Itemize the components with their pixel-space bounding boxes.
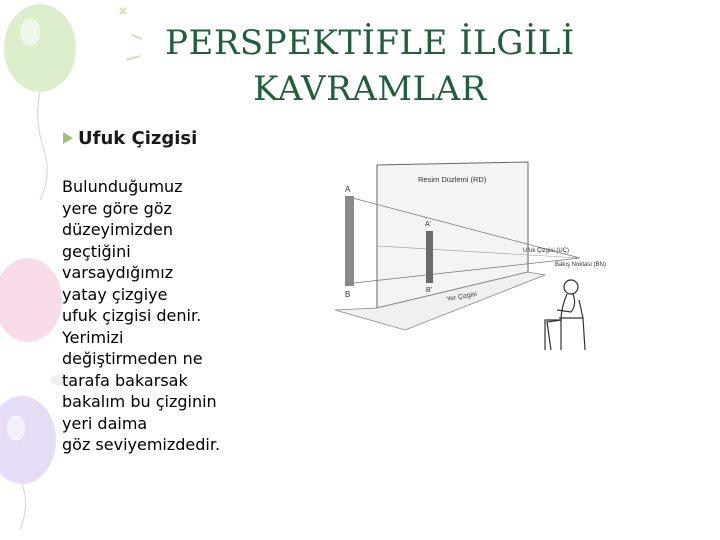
section-heading: Ufuk Çizgisi — [78, 128, 198, 149]
body-line: Yerimizi — [62, 327, 124, 347]
body-line: tarafa bakarsak — [62, 370, 188, 390]
observer-figure — [545, 280, 585, 350]
title-line-2: KAVRAMLAR — [253, 69, 487, 109]
body-line: Bulunduğumuz — [62, 177, 183, 196]
body-line: göz seviyemizdedir. — [62, 435, 221, 454]
body-line: değiştirmeden ne — [62, 349, 203, 368]
purple-balloon — [0, 396, 56, 484]
body-line: geçtiğini — [62, 241, 131, 261]
body-line: düzeyimizden — [62, 220, 174, 239]
body-line: bakalım bu çizginin — [62, 392, 217, 411]
point-a-prime-label: A' — [425, 221, 432, 228]
body-line: ufuk çizgisi denir. — [62, 306, 202, 325]
bullet-arrow-icon — [62, 131, 74, 145]
point-b-prime-label: B' — [426, 287, 433, 294]
body-line: yere göre göz — [62, 198, 172, 218]
viewpoint-label: Bakış Noktası (BN) — [555, 262, 607, 268]
point-b-label: B — [345, 290, 351, 299]
pink-balloon — [0, 258, 62, 342]
body-line: yeri daima — [62, 413, 148, 433]
picture-plane-label: Resim Düzlemi (RD) — [418, 175, 487, 184]
green-balloon — [4, 4, 76, 92]
horizon-line-label: Ufuk Çizgisi (UÇ) — [523, 248, 570, 254]
perspective-diagram — [335, 160, 635, 365]
projection-ab-prime — [426, 231, 433, 283]
point-a-label: A — [345, 185, 351, 194]
body-line: yatay çizgiye — [62, 284, 168, 304]
ground-line-label: Yer Çizgisi — [446, 290, 478, 303]
body-text — [62, 176, 302, 456]
object-ab — [345, 196, 354, 286]
page-title — [120, 20, 620, 112]
title-line-1: PERSPEKTİFLE İLGİLİ — [165, 23, 575, 63]
body-line: varsaydığımız — [62, 263, 174, 282]
